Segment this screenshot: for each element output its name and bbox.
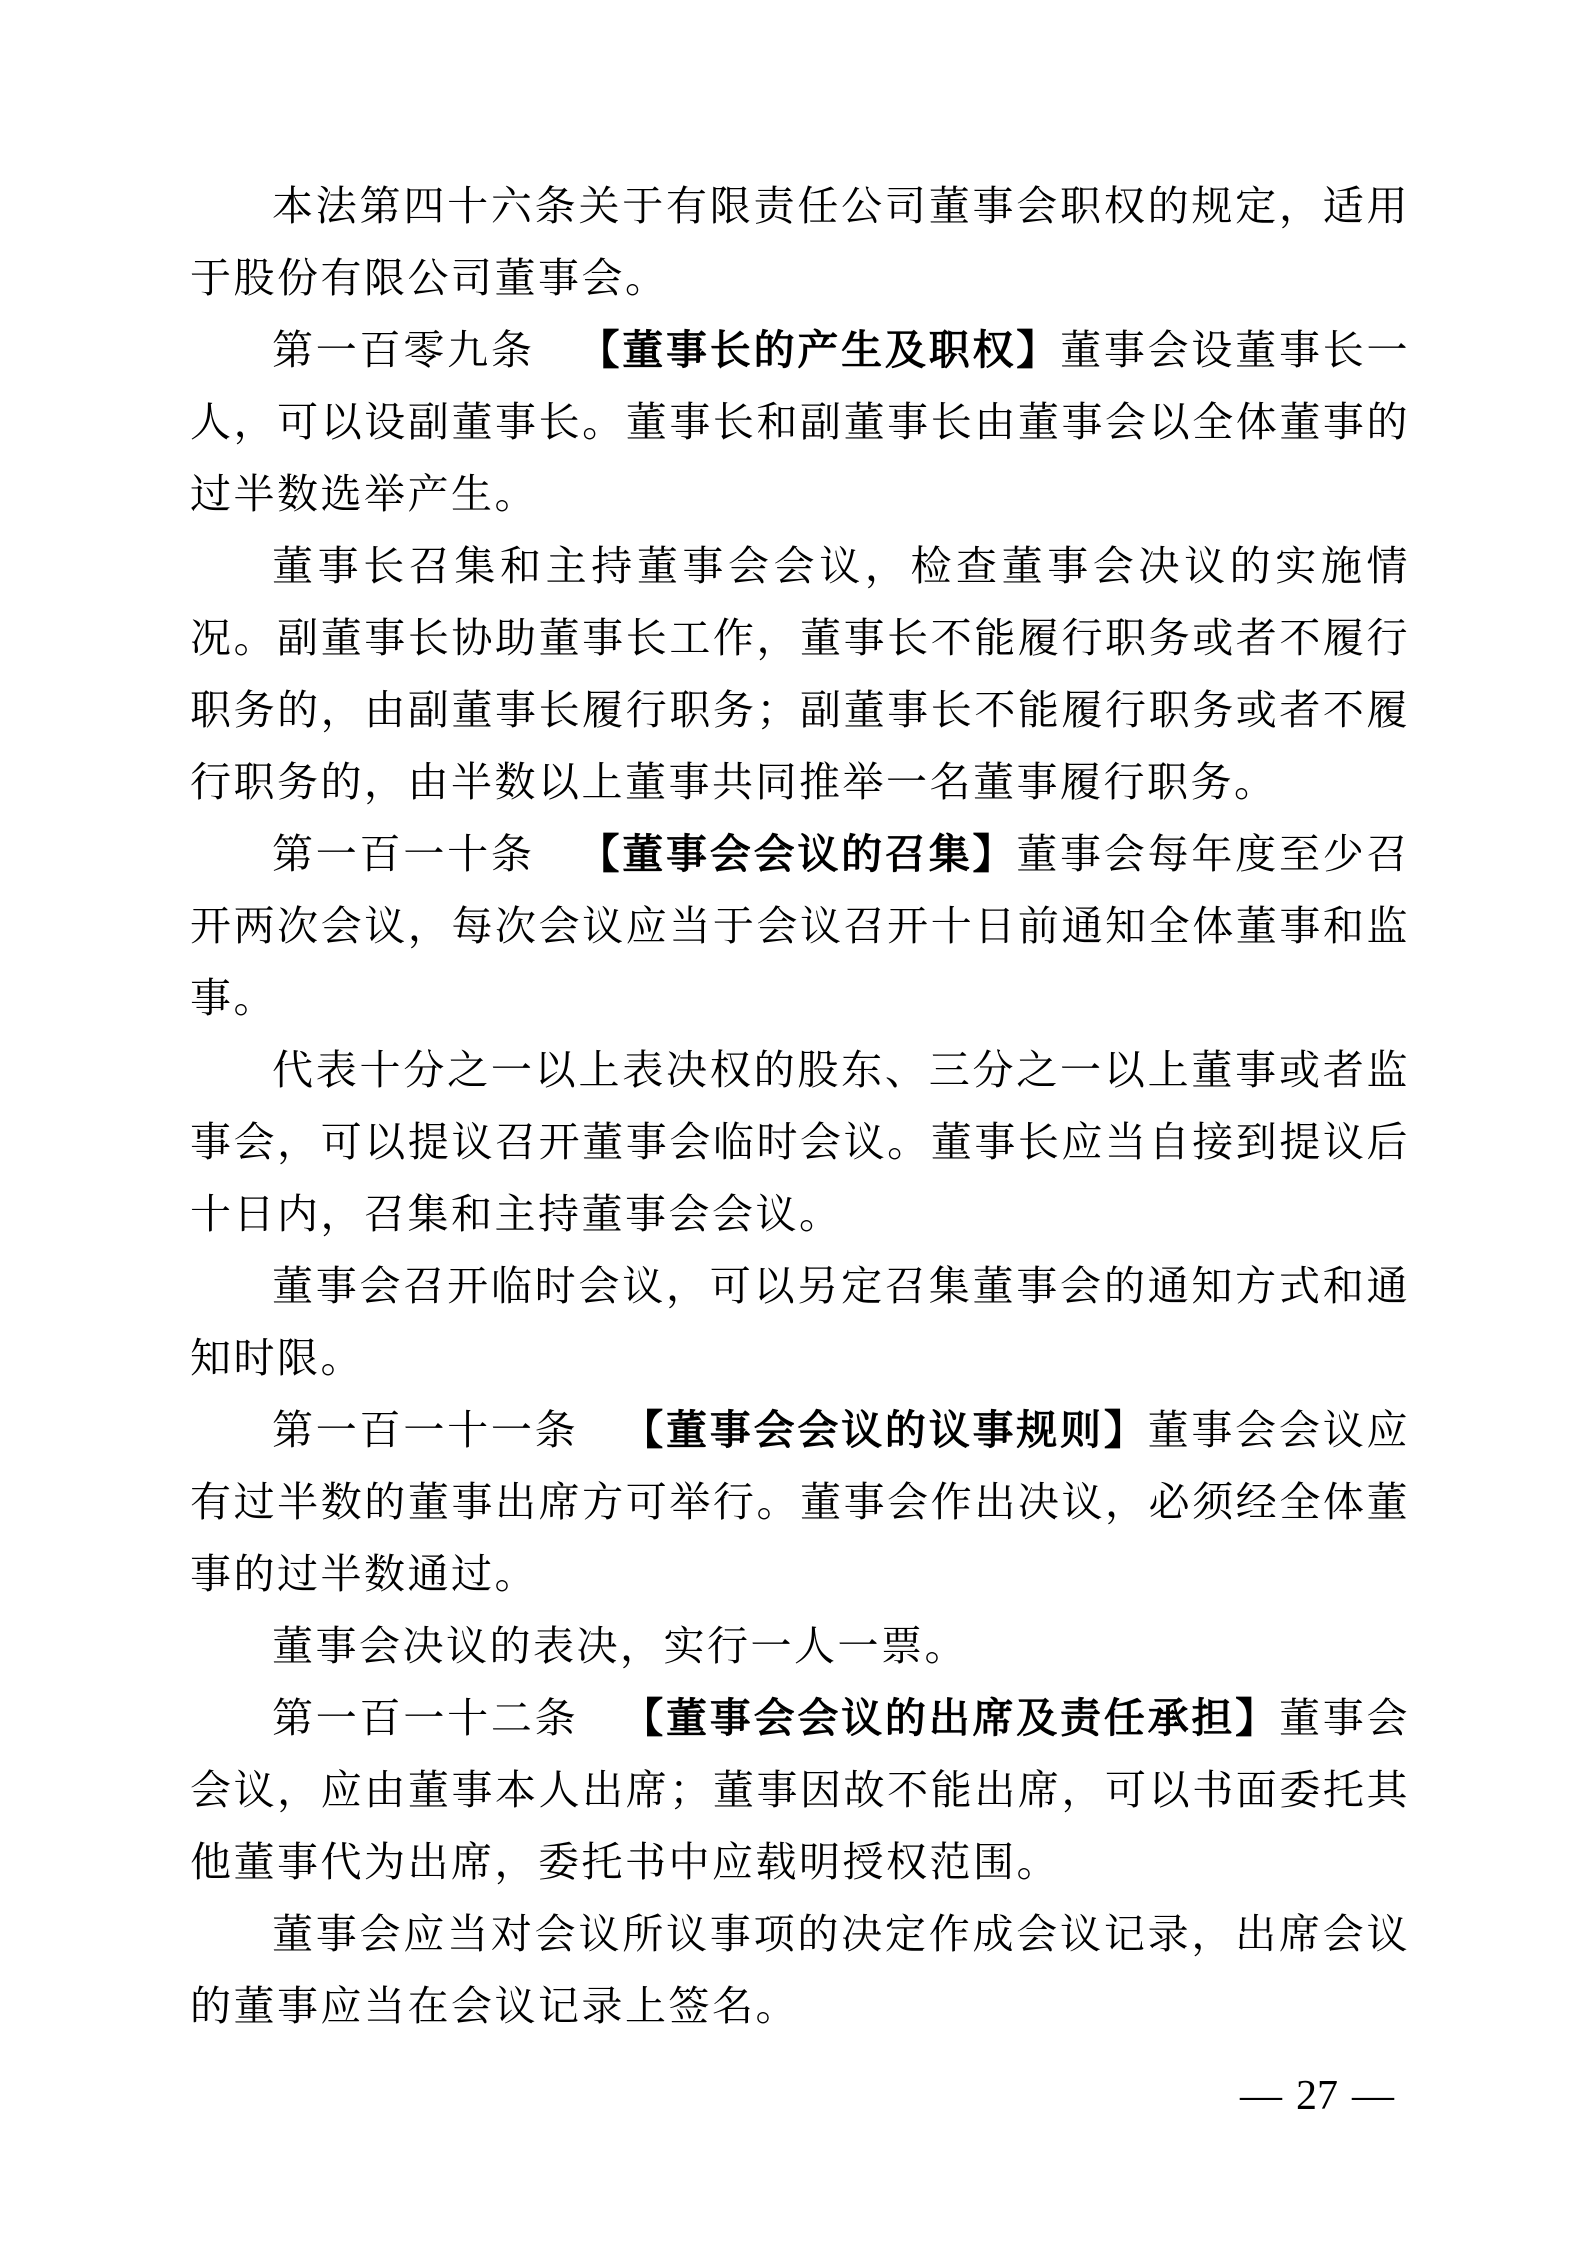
paragraph bbox=[190, 1682, 1410, 1898]
text-segment: 本法第四十六条关于有限责任公司董事会职权的规定，适用于股份有限公司董事会。 bbox=[190, 183, 1410, 301]
text-segment: 董事会应当对会议所议事项的决定作成会议记录，出席会议的董事应当在会议记录上签名。 bbox=[190, 1911, 1410, 2029]
text-segment: 董事会召开临时会议，可以另定召集董事会的通知方式和通知时限。 bbox=[190, 1263, 1410, 1381]
paragraph bbox=[190, 314, 1410, 530]
page-number: 27 bbox=[1296, 2073, 1338, 2119]
page-footer bbox=[1233, 2072, 1401, 2120]
article-number: 第一百一十一条 bbox=[272, 1407, 623, 1453]
paragraph bbox=[190, 1250, 1410, 1394]
paragraph bbox=[190, 1034, 1410, 1250]
paragraph bbox=[190, 818, 1410, 1034]
article-title: 【董事长的产生及职权】 bbox=[598, 327, 1061, 373]
paragraph bbox=[190, 1610, 1410, 1682]
article-title: 【董事会会议的出席及责任承担】 bbox=[642, 1695, 1279, 1741]
text-segment: 董事会每年度至少召开两次会议，每次会议应当于会议召开十日前通知全体董事和监事。 bbox=[190, 831, 1411, 1021]
footer-dash-right: — bbox=[1352, 2073, 1394, 2119]
text-segment: 董事会决议的表决，实行一人一票。 bbox=[272, 1623, 968, 1669]
paragraph bbox=[190, 170, 1410, 314]
paragraph bbox=[190, 1394, 1410, 1610]
article-title: 【董事会会议的召集】 bbox=[598, 831, 1017, 877]
footer-dash-left: — bbox=[1240, 2073, 1282, 2119]
text-segment: 代表十分之一以上表决权的股东、三分之一以上董事或者监事会，可以提议召开董事会临时会议。董事长应当自接到提议后十日内，召集和主持董事会会议。 bbox=[190, 1047, 1410, 1237]
article-number: 第一百一十条 bbox=[272, 831, 579, 877]
article-title: 【董事会会议的议事规则】 bbox=[642, 1407, 1148, 1453]
text-segment: 董事会会议应有过半数的董事出席方可举行。董事会作出决议，必须经全体董事的过半数通过。 bbox=[190, 1407, 1411, 1597]
text-segment: 董事会会议，应由董事本人出席；董事因故不能出席，可以书面委托其他董事代为出席，委托书中应载明授权范围。 bbox=[190, 1695, 1411, 1885]
text-segment: 董事长召集和主持董事会会议，检查董事会决议的实施情况。副董事长协助董事长工作，董事长不能履行职务或者不履行职务的，由副董事长履行职务；副董事长不能履行职务或者不履行职务的，由半数以上董事共同推举一名董事履行职务。 bbox=[190, 543, 1410, 805]
body-text bbox=[190, 170, 1410, 2042]
paragraph bbox=[190, 1898, 1410, 2042]
article-number: 第一百零九条 bbox=[272, 327, 579, 373]
article-number: 第一百一十二条 bbox=[272, 1695, 623, 1741]
text-segment: 董事会设董事长一人，可以设副董事长。董事长和副董事长由董事会以全体董事的过半数选举产生。 bbox=[190, 327, 1411, 517]
paragraph bbox=[190, 530, 1410, 818]
